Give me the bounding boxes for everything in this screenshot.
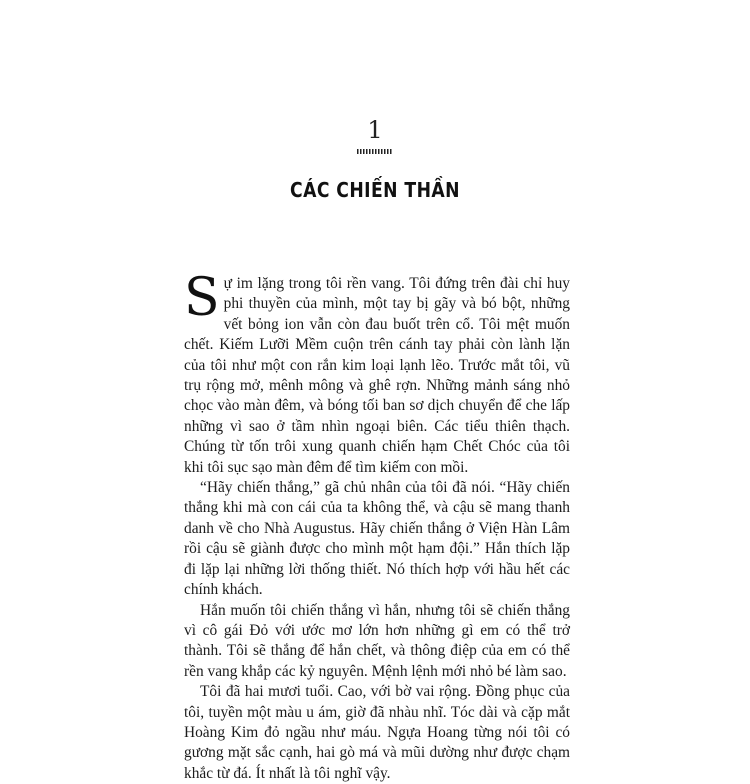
chapter-ornament — [357, 149, 393, 154]
paragraph-1-text: ự im lặng trong tôi rền vang. Tôi đứng trên đài chỉ huy phi thuyền của mình, một tay bị gãy và bó bột, những vết bỏng ion vẫn còn đau buốt trên cổ. Tôi mệt muốn chết. Kiếm Lưỡi Mềm cuộn trên cánh tay phải còn lành lặn của tôi như một con rắn kim loại lạnh lẽo. Trước mắt tôi, vũ trụ rộng mở, mênh mông và ghê rợn. Những mảnh sáng nhỏ chọc vào màn đêm, và bóng tối ban sơ dịch chuyển để che lấp những vì sao ở tầm nhìn ngoại biên. Các tiểu thiên thạch. Chúng từ tốn trôi xung quanh chiến hạm Chết Chóc của tôi khi tôi sục sạo màn đêm để tìm kiếm con mồi. — [184, 275, 570, 476]
paragraph-2: “Hãy chiến thắng,” gã chủ nhân của tôi đã nói. “Hãy chiến thắng khi mà con cái của ta không thể, và cậu sẽ mang thanh danh về cho Nhà Augustus. Hãy chiến thắng ở Viện Hàn Lâm rồi cậu sẽ giành được cho mình một hạm đội.” Hắn thích lặp đi lặp lại những lời thống thiết. Nó thích hợp với hầu hết các chính khách. — [184, 479, 570, 599]
chapter-number: 1 — [367, 116, 383, 144]
paragraph-1 — [184, 268, 570, 478]
paragraph-3: Hắn muốn tôi chiến thắng vì hắn, nhưng tôi sẽ chiến thắng vì cô gái Đỏ với ước mơ lớn hơn những gì em có thể trở thành. Tôi sẽ thắng để hắn chết, và thông điệp của em có thể rền vang khắp các kỷ nguyên. Mệnh lệnh mới nhỏ bé làm sao. — [184, 601, 570, 680]
chapter-body — [184, 268, 570, 784]
paragraph-4: Tôi đã hai mươi tuổi. Cao, với bờ vai rộng. Đồng phục của tôi, tuyền một màu u ám, giờ đã nhàu nhĩ. Tóc dài và cặp mắt Hoàng Kim đỏ ngầu như máu. Ngựa Hoang từng nói tôi có gương mặt sắc cạnh, hai gò má và mũi dường như được chạm khắc từ đá. Ít nhất là tôi nghĩ vậy. — [184, 683, 570, 782]
drop-cap: S — [184, 268, 220, 328]
chapter-title: CÁC CHIẾN THẦN — [290, 178, 460, 202]
